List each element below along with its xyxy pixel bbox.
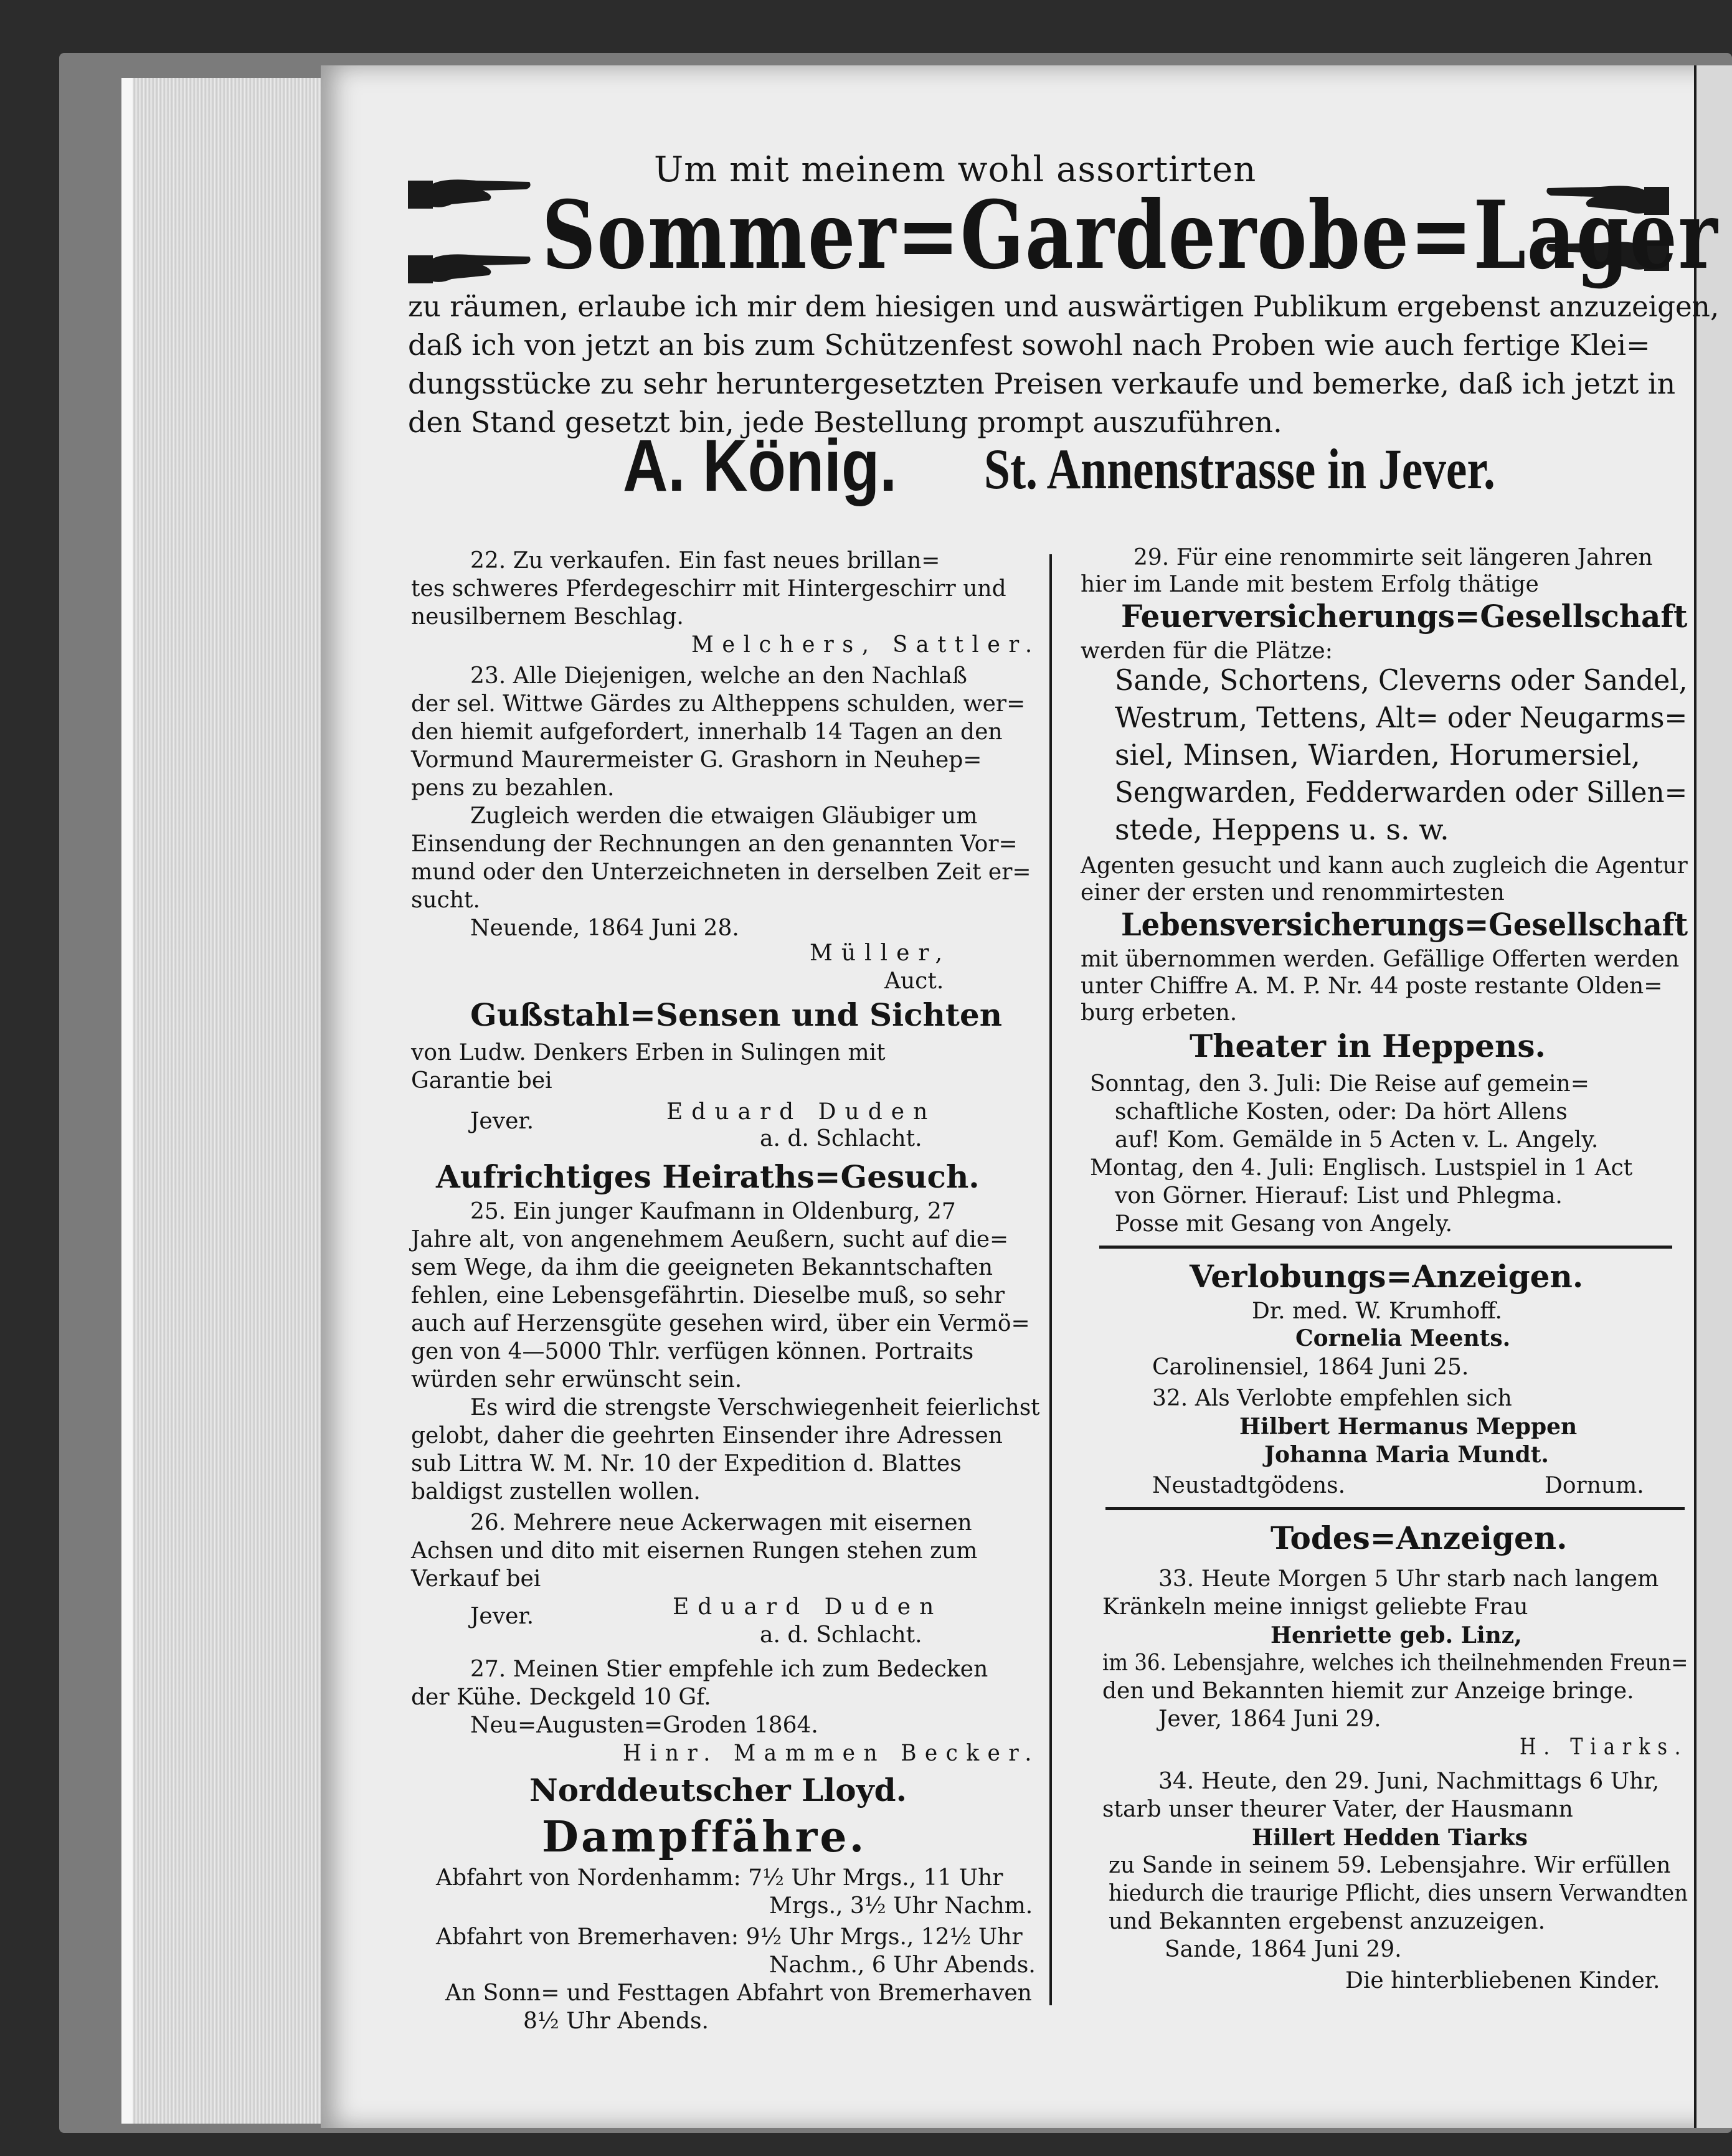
death-notice-signature: H. Tiarks.	[1520, 1734, 1688, 1760]
theater-title: Theater in Heppens.	[1190, 1028, 1546, 1064]
deceased-name: Henriette geb. Linz,	[1271, 1622, 1522, 1648]
lloyd-title: Norddeutscher Lloyd.	[529, 1772, 907, 1808]
ad-23-line: sucht.	[411, 887, 480, 913]
death-notice-line: Kränkeln meine innigst geliebte Frau	[1102, 1594, 1528, 1620]
theater-line: Sonntag, den 3. Juli: Die Reise auf gemein=	[1090, 1071, 1589, 1097]
fire-insurance-title: Feuerversicherungs=Gesellschaft	[1121, 598, 1688, 635]
ad-29-line: 29. Für eine renommirte seit längeren Jahren	[1133, 545, 1653, 570]
engagement-name: Dr. med. W. Krumhoff.	[1252, 1298, 1502, 1324]
death-notices-title: Todes=Anzeigen.	[1271, 1520, 1568, 1556]
death-notice-line: starb unser theurer Vater, der Hausmann	[1102, 1797, 1573, 1822]
theater-line: Posse mit Gesang von Angely.	[1115, 1211, 1453, 1237]
ad-29-line: hier im Lande mit bestem Erfolg thätige	[1081, 572, 1539, 597]
theater-line: von Görner. Hierauf: List und Phlegma.	[1115, 1183, 1563, 1209]
ad-23-line: den hiemit aufgefordert, innerhalb 14 Tagen an den	[411, 719, 1003, 745]
engagement-place: Carolinensiel, 1864 Juni 25.	[1152, 1355, 1469, 1380]
header-intro: Um mit meinem wohl assortirten	[654, 149, 1257, 190]
ad-24-signature: Eduard Duden	[666, 1099, 937, 1125]
ad-24-title: Gußstahl=Sensen und Sichten	[470, 996, 1003, 1033]
ad-22-line: tes schweres Pferdegeschirr mit Hintergeschirr und	[411, 576, 1006, 602]
ad-26-line: Verkauf bei	[411, 1566, 541, 1592]
ad-25-line: gen von 4—5000 Thlr. verfügen können. Portraits	[411, 1339, 974, 1364]
death-notice-line: 33. Heute Morgen 5 Uhr starb nach langem	[1158, 1566, 1659, 1592]
place-list-line: stede, Heppens u. s. w.	[1115, 813, 1449, 846]
ad-29-line: werden für die Plätze:	[1081, 638, 1333, 664]
lloyd-subtitle: Dampffähre.	[542, 1812, 867, 1862]
death-notice-line: 34. Heute, den 29. Juni, Nachmittags 6 Uhr,	[1158, 1769, 1660, 1794]
ad-26-line: 26. Mehrere neue Ackerwagen mit eisernen	[470, 1510, 972, 1536]
merchant-name: A. König.	[623, 425, 897, 507]
life-insurance-title: Lebensversicherungs=Gesellschaft	[1121, 906, 1688, 943]
ad-25-line: Jahre alt, von angenehmem Aeußern, sucht auf die=	[411, 1227, 1009, 1252]
lloyd-line: Abfahrt von Bremerhaven: 9½ Uhr Mrgs., 12½ Uhr	[436, 1924, 1023, 1950]
ad-25-line: Es wird die strengste Verschwiegenheit feierlichst	[470, 1395, 1040, 1421]
ad-25-title: Aufrichtiges Heiraths=Gesuch.	[436, 1158, 980, 1195]
death-notice-line: und Bekannten ergebenst anzuzeigen.	[1109, 1909, 1546, 1934]
ad-24-place: Jever.	[470, 1109, 534, 1134]
ad-23-line: der sel. Wittwe Gärdes zu Altheppens schulden, wer=	[411, 691, 1026, 717]
ad-27-line: der Kühe. Deckgeld 10 Gf.	[411, 1685, 711, 1710]
ad-25-line: auch auf Herzensgüte gesehen wird, über ein Vermö=	[411, 1311, 1030, 1336]
ad-29-line: einer der ersten und renommirtesten	[1081, 880, 1505, 905]
ad-29-line: burg erbeten.	[1081, 1000, 1237, 1026]
death-notice-place: Jever, 1864 Juni 29.	[1158, 1706, 1381, 1732]
death-notice-line: hiedurch die traurige Pflicht, dies unsern Verwandten	[1109, 1881, 1688, 1906]
ad-23-line: pens zu bezahlen.	[411, 775, 615, 801]
ad-23-signature: Müller,	[810, 940, 952, 966]
ad-26-signature-line2: a. d. Schlacht.	[760, 1622, 922, 1648]
header-line: den Stand gesetzt bin, jede Bestellung prompt auszuführen.	[408, 405, 1282, 439]
ad-23-signature-title: Auct.	[884, 968, 944, 994]
engagement-name: Cornelia Meents.	[1295, 1325, 1511, 1351]
place-list-line: Westrum, Tettens, Alt= oder Neugarms=	[1115, 701, 1688, 734]
lloyd-line: Abfahrt von Nordenhamm: 7½ Uhr Mrgs., 11 Uhr	[436, 1865, 1003, 1891]
lloyd-line: An Sonn= und Festtagen Abfahrt von Bremerhaven	[445, 1980, 1032, 2006]
ad-29-line: Agenten gesucht und kann auch zugleich die Agentur	[1081, 853, 1688, 879]
header-line: daß ich von jetzt an bis zum Schützenfest sowohl nach Proben wie auch fertige Klei=	[408, 328, 1650, 362]
lloyd-line: Mrgs., 3½ Uhr Nachm.	[769, 1893, 1033, 1919]
ad-26-signature: Eduard Duden	[673, 1594, 943, 1620]
place-list-line: Sande, Schortens, Cleverns oder Sandel,	[1115, 663, 1688, 697]
ad-23-line: 23. Alle Diejenigen, welche an den Nachlaß	[470, 663, 967, 689]
ad-23-line: mund oder den Unterzeichneten in derselben Zeit er=	[411, 859, 1031, 885]
ad-22-line: neusilbernem Beschlag.	[411, 604, 684, 630]
header-title: Sommer=Garderobe=Lager	[542, 181, 1719, 290]
ad-27-line: 27. Meinen Stier empfehle ich zum Bedecken	[470, 1657, 988, 1682]
ad-24-line: Garantie bei	[411, 1068, 552, 1094]
engagement-place: Neustadtgödens.	[1152, 1473, 1346, 1498]
engagement-name: Johanna Maria Mundt.	[1264, 1442, 1549, 1468]
death-notice-line: im 36. Lebensjahre, welches ich theilnehmenden Freun=	[1102, 1650, 1688, 1676]
ad-23-place: Neuende, 1864 Juni 28.	[470, 915, 739, 941]
theater-line: auf! Kom. Gemälde in 5 Acten v. L. Angely.	[1115, 1127, 1599, 1153]
ad-25-line: fehlen, eine Lebensgefährtin. Dieselbe muß, so sehr	[411, 1283, 1005, 1308]
section-rule	[1099, 1246, 1672, 1249]
header-line: dungsstücke zu sehr heruntergesetzten Preisen verkaufe und bemerke, daß ich jetzt in	[408, 367, 1676, 400]
engagement-title: Verlobungs=Anzeigen.	[1190, 1258, 1584, 1295]
theater-line: Montag, den 4. Juli: Englisch. Lustspiel in 1 Act	[1090, 1155, 1633, 1181]
section-rule	[1105, 1507, 1685, 1510]
merchant-address: St. Annenstrasse in Jever.	[984, 437, 1495, 501]
ad-24-signature-line2: a. d. Schlacht.	[760, 1126, 922, 1151]
ad-25-line: würden sehr erwünscht sein.	[411, 1367, 742, 1392]
pointing-hand-icon	[408, 168, 532, 218]
ad-25-line: gelobt, daher die geehrten Einsender ihre Adressen	[411, 1423, 1003, 1449]
column-divider	[1049, 554, 1052, 2005]
ad-25-line: baldigst zustellen wollen.	[411, 1479, 701, 1505]
engagement-line: 32. Als Verlobte empfehlen sich	[1152, 1386, 1512, 1411]
ad-23-line: Einsendung der Rechnungen an den genannten Vor=	[411, 831, 1018, 857]
death-notice-line: den und Bekannten hiemit zur Anzeige bringe.	[1102, 1678, 1634, 1704]
theater-line: schaftliche Kosten, oder: Da hört Allens	[1115, 1099, 1568, 1125]
ad-25-line: sem Wege, da ihm die geeigneten Bekanntschaften	[411, 1255, 993, 1280]
engagement-name: Hilbert Hermanus Meppen	[1239, 1414, 1578, 1440]
place-list-line: Sengwarden, Fedderwarden oder Sillen=	[1115, 775, 1688, 809]
header-line: zu räumen, erlaube ich mir dem hiesigen und auswärtigen Publikum ergebenst anzuzeigen,	[408, 290, 1720, 323]
ad-23-line: Vormund Maurermeister G. Grashorn in Neuhep=	[411, 747, 982, 773]
ad-24-line: von Ludw. Denkers Erben in Sulingen mit	[411, 1040, 886, 1066]
ad-22-line: 22. Zu verkaufen. Ein fast neues brillan=	[470, 548, 940, 574]
death-notice-signature: Die hinterbliebenen Kinder.	[1345, 1968, 1660, 1993]
ad-26-line: Achsen und dito mit eisernen Rungen stehen zum	[411, 1538, 978, 1564]
place-list-line: siel, Minsen, Wiarden, Horumersiel,	[1115, 738, 1640, 772]
ad-22-signature: Melchers, Sattler.	[691, 632, 1041, 658]
ad-26-place: Jever.	[470, 1604, 534, 1629]
pointing-hand-icon	[408, 243, 532, 293]
ad-29-line: mit übernommen werden. Gefällige Offerten werden	[1081, 947, 1680, 972]
ad-25-line: sub Littra W. M. Nr. 10 der Expedition d. Blattes	[411, 1451, 962, 1477]
ad-27-signature: Hinr. Mammen Becker.	[623, 1741, 1040, 1766]
ad-25-line: 25. Ein junger Kaufmann in Oldenburg, 27	[470, 1199, 956, 1224]
death-notice-place: Sande, 1864 Juni 29.	[1165, 1937, 1402, 1962]
engagement-place: Dornum.	[1545, 1473, 1644, 1498]
deceased-name: Hillert Hedden Tiarks	[1252, 1825, 1528, 1851]
lloyd-line: Nachm., 6 Uhr Abends.	[769, 1952, 1036, 1978]
death-notice-line: zu Sande in seinem 59. Lebensjahre. Wir erfüllen	[1109, 1853, 1671, 1878]
lloyd-line: 8½ Uhr Abends.	[523, 2008, 709, 2034]
page-edges	[121, 78, 338, 2124]
ad-29-line: unter Chiffre A. M. P. Nr. 44 poste restante Olden=	[1081, 973, 1663, 999]
ad-23-line: Zugleich werden die etwaigen Gläubiger um	[470, 803, 978, 829]
ad-27-line: Neu=Augusten=Groden 1864.	[470, 1713, 818, 1738]
facing-page-edge	[1694, 65, 1732, 2128]
